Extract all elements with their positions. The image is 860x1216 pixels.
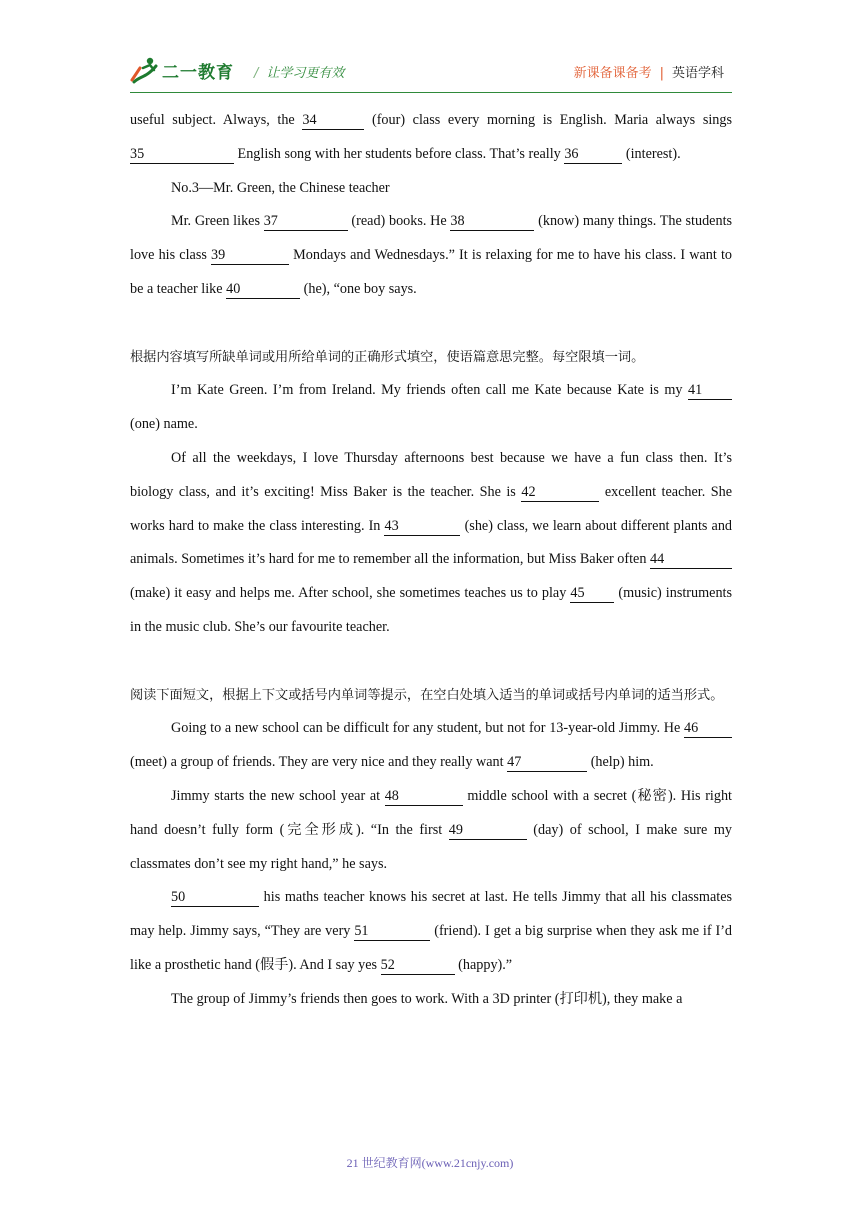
instruction-3: 阅读下面短文，根据上下文或括号内单词等提示，在空白处填入适当的单词或括号内单词的适当形式。 — [130, 687, 724, 703]
paragraph: I’m Kate Green. I’m from Ireland. My friends often call me Kate because Kate is my 41 (one) name. — [130, 374, 732, 442]
header-rule — [130, 92, 732, 93]
blank-52[interactable]: 52 — [381, 956, 455, 975]
paragraph: useful subject. Always, the 34 (four) class every morning is English. Maria always sings 35 English song with her students before class. That’s really 36 (interest). — [130, 112, 732, 162]
paragraph: Going to a new school can be difficult for any student, but not for 13-year-old Jimmy. He 46 (meet) a group of friends. They are very nice and they really want 47 (help) him. — [130, 712, 732, 780]
slogan-text: 让学习更有效 — [266, 66, 345, 81]
section-heading: No.3—Mr. Green, the Chinese teacher — [171, 179, 390, 196]
header-subject: 英语学科 — [671, 66, 724, 81]
header-right — [574, 62, 724, 81]
blank-42[interactable]: 42 — [521, 483, 599, 502]
header-divider: | — [659, 66, 664, 81]
blank-49[interactable]: 49 — [449, 821, 527, 840]
blank-41[interactable]: 41 — [688, 381, 732, 400]
blank-39[interactable]: 39 — [211, 246, 289, 265]
blank-44[interactable]: 44 — [650, 550, 732, 569]
logo — [130, 56, 234, 84]
blank-46[interactable]: 46 — [684, 719, 732, 738]
blank-34[interactable]: 34 — [302, 111, 364, 130]
page-footer: 21 世纪教育网(www.21cnjy.com) — [346, 1156, 514, 1170]
blank-48[interactable]: 48 — [385, 787, 463, 806]
paragraph: Mr. Green likes 37 (read) books. He 38 (know) many things. The students love his class 39 Mondays and Wednesdays.” It is relaxing for me to have his class. I want to be a teacher like 40 (he), “one boy says. — [130, 213, 733, 297]
blank-36[interactable]: 36 — [564, 145, 622, 164]
slogan: / 让学习更有效 — [254, 66, 345, 81]
logo-text: 二一教育 — [162, 62, 234, 83]
blank-51[interactable]: 51 — [354, 922, 430, 941]
paragraph: Of all the weekdays, I love Thursday afternoons best because we have a fun class then. It’s biology class, and it’s exciting! Miss Baker is the teacher. She is 42 excellent teacher. She works hard to make the class interesting. In 43 (she) class, we learn about different plants and animals. Sometimes it’s hard for me to remember all the information, but Miss Baker often 44 (make) it easy and helps me. After school, she sometimes teaches us to play 45 (music) instruments in the music club. She’s our favourite teacher. — [130, 449, 733, 635]
runner-logo-icon — [130, 56, 160, 84]
blank-40[interactable]: 40 — [226, 280, 300, 299]
blank-43[interactable]: 43 — [384, 517, 460, 536]
blank-35[interactable]: 35 — [130, 145, 234, 164]
paragraph: The group of Jimmy’s friends then goes to work. With a 3D printer (打印机), they make a — [171, 990, 683, 1007]
instruction-2: 根据内容填写所缺单词或用所给单词的正确形式填空，使语篇意思完整。每空限填一词。 — [130, 349, 645, 365]
paragraph: 50 his maths teacher knows his secret at last. He tells Jimmy that all his classmates may help. Jimmy says, “They are very 51 (friend). I get a big surprise when they ask me if I’d like a prosthetic hand (假手). And I say yes 52 (happy).” — [130, 889, 733, 973]
header-category: 新课备课备考 — [573, 66, 652, 81]
blank-37[interactable]: 37 — [264, 212, 348, 231]
blank-47[interactable]: 47 — [507, 753, 587, 772]
blank-45[interactable]: 45 — [570, 584, 614, 603]
paragraph: Jimmy starts the new school year at 48 middle school with a secret (秘密). His right hand doesn’t fully form (完全形成). “In the first 49 (day) of school, I make sure my classmates don’t see my right hand,” he says. — [130, 787, 733, 872]
page-header — [130, 56, 732, 92]
blank-50[interactable]: 50 — [171, 888, 259, 907]
blank-38[interactable]: 38 — [450, 212, 534, 231]
document-body — [130, 104, 732, 1017]
